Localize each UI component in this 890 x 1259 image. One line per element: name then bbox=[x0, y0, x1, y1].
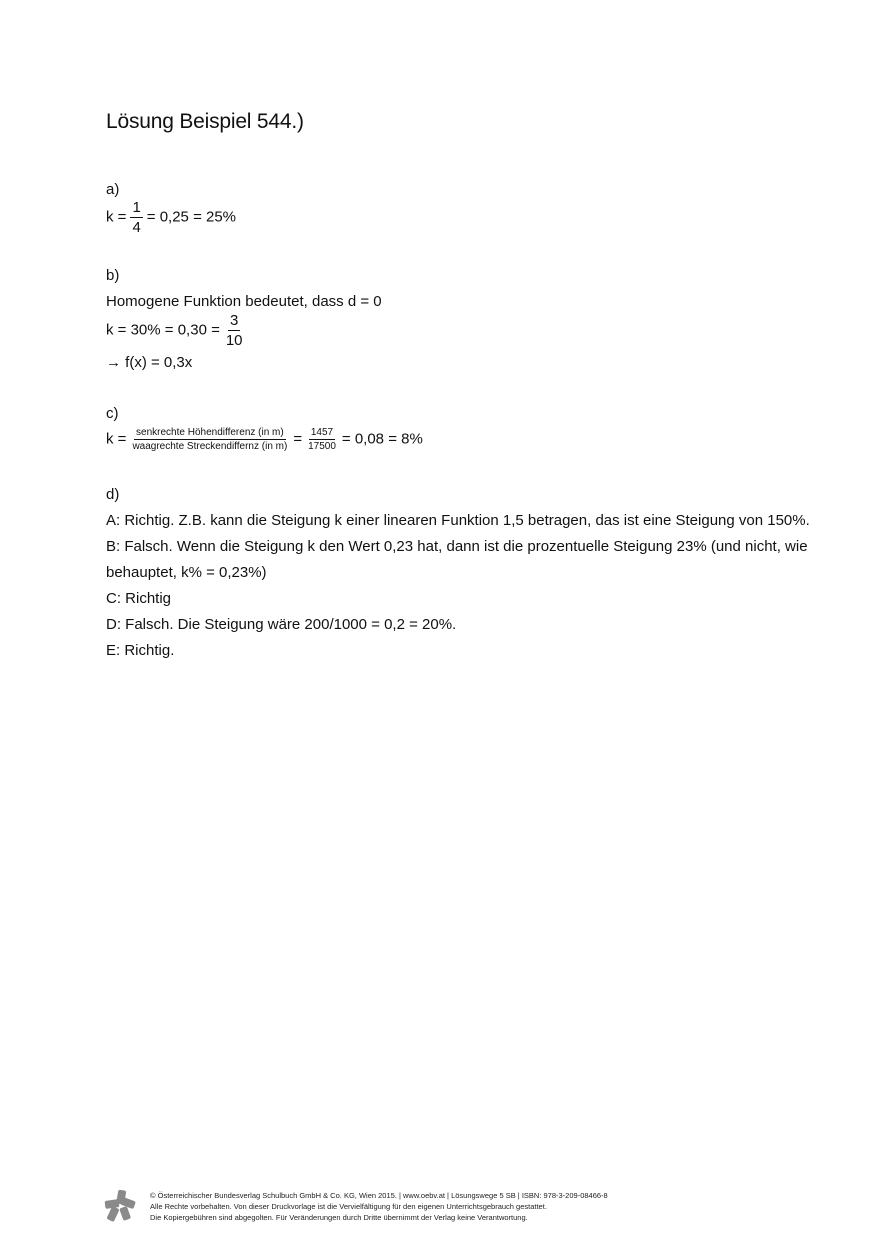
part-c-equation bbox=[106, 426, 423, 453]
page-title: Lösung Beispiel 544.) bbox=[106, 110, 304, 133]
part-c-denominator-number: 17500 bbox=[308, 441, 336, 452]
part-a-k-prefix: k = bbox=[106, 208, 127, 226]
part-a-label: a) bbox=[106, 181, 120, 198]
part-c-numerator-number: 1457 bbox=[310, 427, 334, 438]
part-c-fraction-words bbox=[130, 426, 289, 453]
part-c-denominator-words: waagrechte Streckendiffernz (in m) bbox=[132, 441, 288, 452]
part-c-result: = 0,08 = 8% bbox=[341, 430, 423, 448]
part-a-numerator: 1 bbox=[132, 199, 141, 216]
part-c-fraction-numbers bbox=[306, 426, 338, 453]
part-a-denominator: 4 bbox=[132, 219, 141, 236]
part-c-label: c) bbox=[106, 405, 119, 422]
footer bbox=[150, 1190, 608, 1223]
part-c-numerator-words: senkrechte Höhendifferenz (in m) bbox=[136, 427, 284, 438]
part-b-numerator: 3 bbox=[230, 312, 239, 329]
part-b-line1: Homogene Funktion bedeutet, dass d = 0 bbox=[106, 293, 382, 310]
part-b-label: b) bbox=[106, 267, 120, 284]
part-d-line-b: B: Falsch. Wenn die Steigung k den Wert 0,23 hat, dann ist die prozentuelle Steigung 23% (und nicht, wie bbox=[106, 538, 808, 555]
part-d-line-e: E: Richtig. bbox=[106, 642, 175, 659]
part-d-line-d: D: Falsch. Die Steigung wäre 200/1000 = 0,2 = 20%. bbox=[106, 616, 457, 633]
part-d-line-c: C: Richtig bbox=[106, 590, 172, 607]
part-b-line3: → f(x) = 0,3x bbox=[106, 354, 193, 371]
part-d-line-b-cont: behauptet, k% = 0,23%) bbox=[106, 564, 267, 581]
part-b-fraction bbox=[224, 312, 245, 349]
part-c-equals: = bbox=[293, 430, 303, 448]
part-c-k-prefix: k = bbox=[106, 430, 127, 448]
part-a-equation bbox=[106, 199, 236, 236]
part-b-denominator: 10 bbox=[225, 332, 243, 349]
footer-line1: © Österreichischer Bundesverlag Schulbuch GmbH & Co. KG, Wien 2015. | www.oebv.at | Lösungswege 5 SB | ISBN: 978-3-209-08466-8 bbox=[150, 1191, 608, 1200]
part-a-result: = 0,25 = 25% bbox=[146, 208, 237, 226]
part-b-equation bbox=[106, 312, 249, 349]
footer-line3: Die Kopiergebühren sind abgegolten. Für Veränderungen durch Dritte übernimmt der Verlag keine Verantwortung. bbox=[150, 1213, 528, 1222]
part-b-k-prefix: k = 30% = 0,30 = bbox=[106, 321, 220, 339]
publisher-logo-icon bbox=[104, 1188, 136, 1222]
part-d-line-a: A: Richtig. Z.B. kann die Steigung k einer linearen Funktion 1,5 betragen, das ist eine Steigung von 150%. bbox=[106, 512, 810, 529]
footer-line2: Alle Rechte vorbehalten. Von dieser Druckvorlage ist die Vervielfältigung für den eigenen Unterrichtsgebrauch gestattet. bbox=[150, 1202, 547, 1211]
part-d-label: d) bbox=[106, 486, 120, 503]
part-a-fraction bbox=[130, 199, 142, 236]
